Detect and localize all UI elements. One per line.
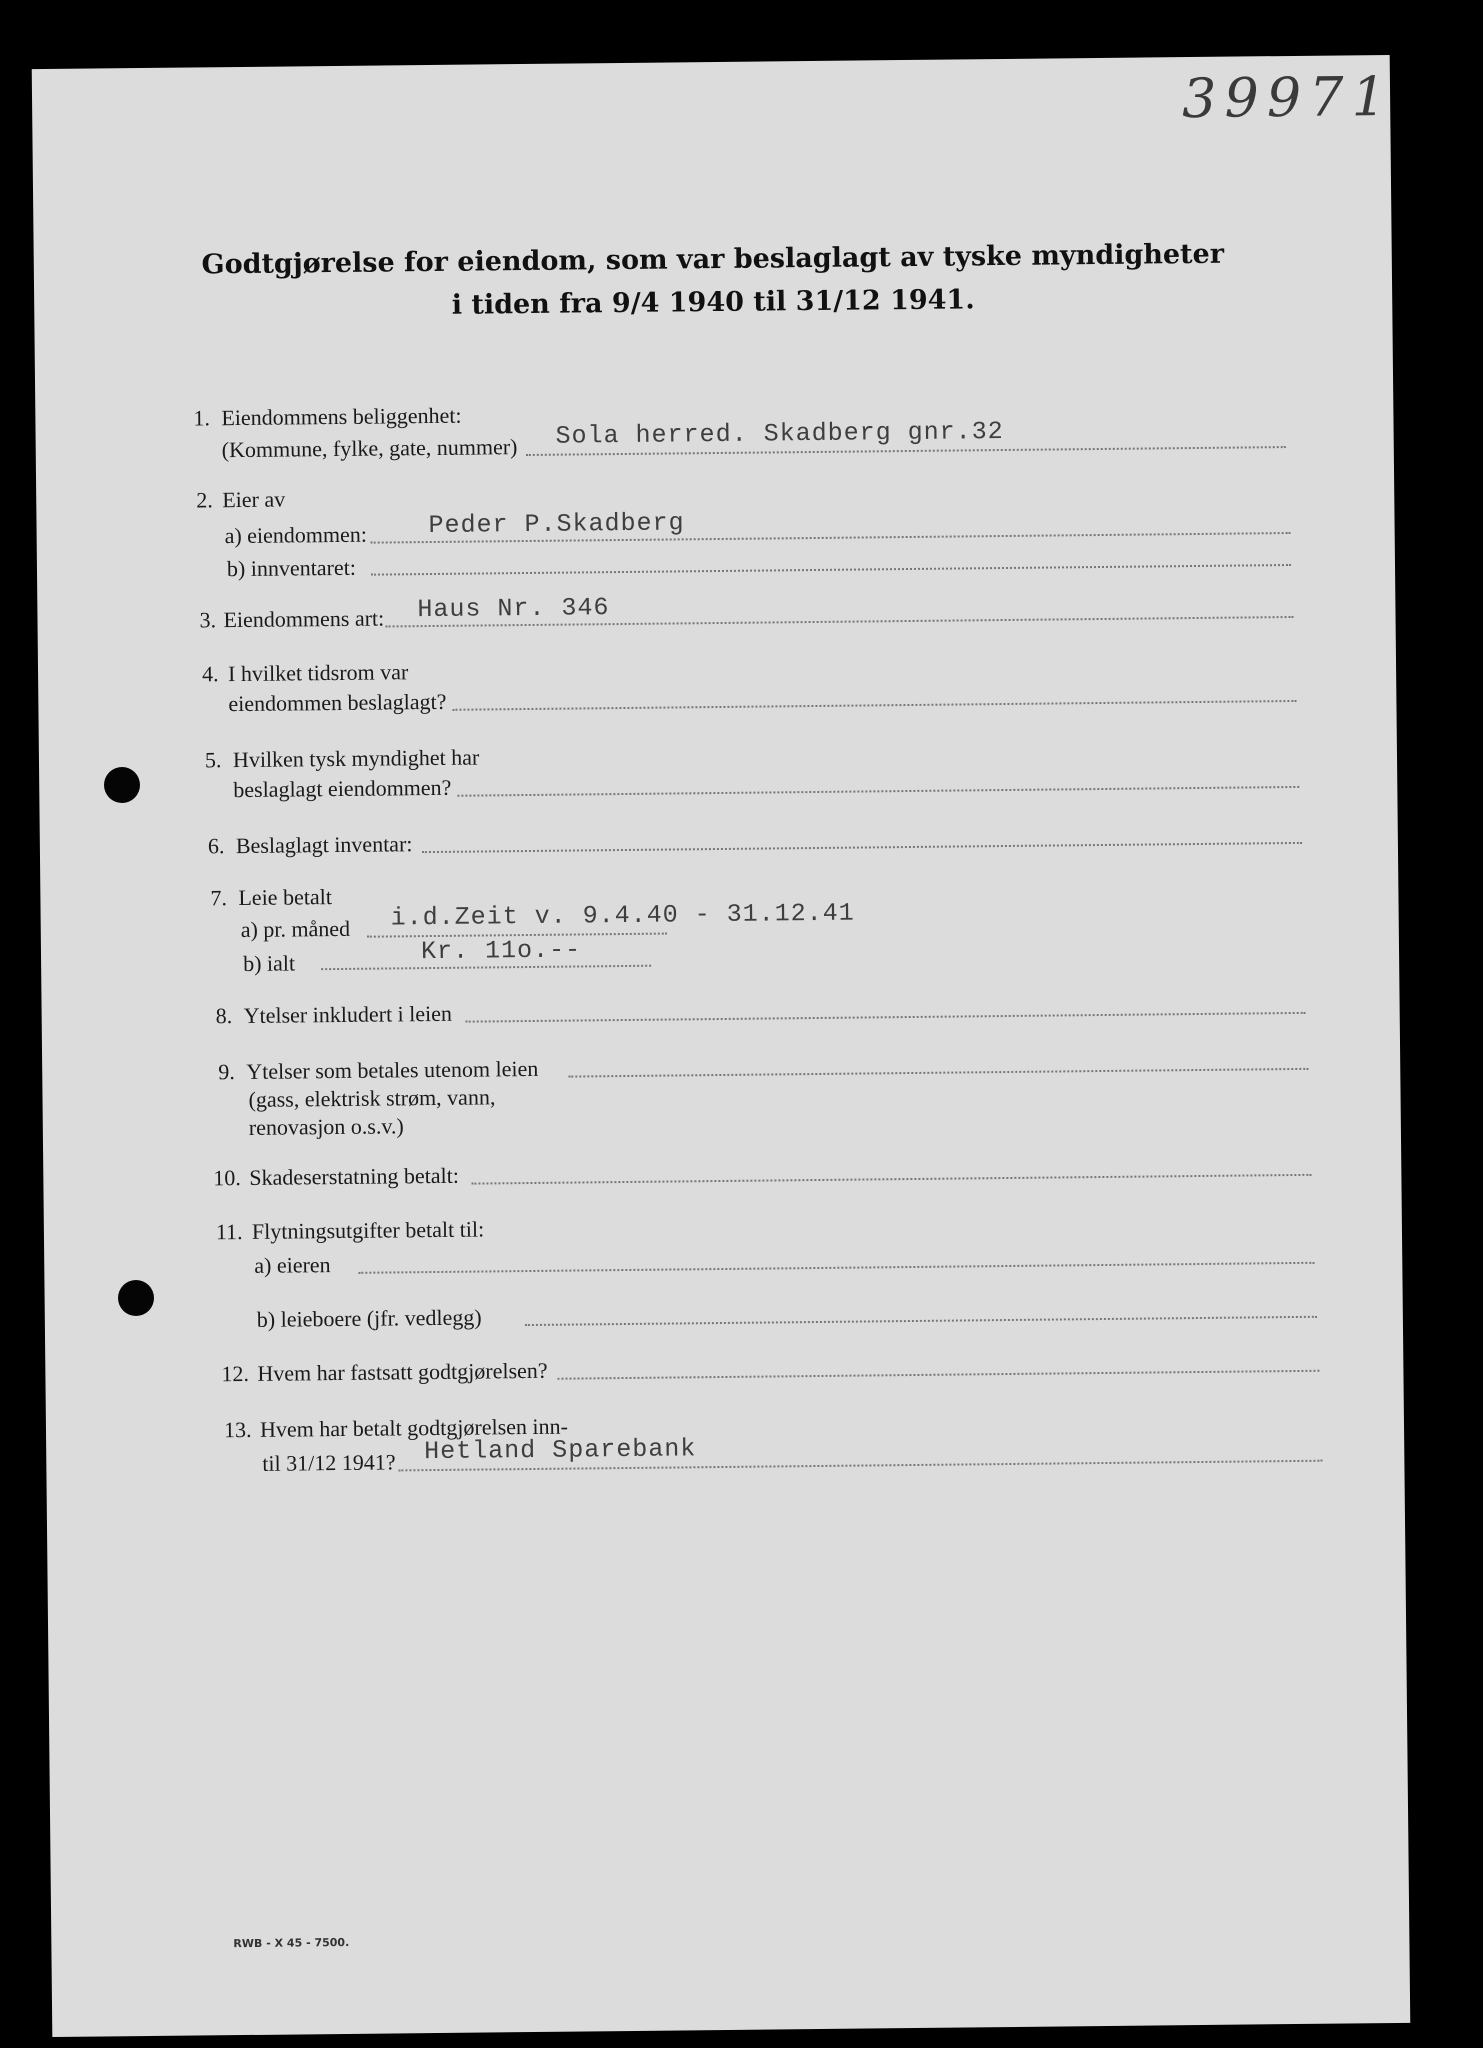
item-11-number: 11. [215, 1219, 243, 1245]
item-2a-value: Peder P.Skadberg [428, 508, 685, 541]
archive-number: 39971 [1181, 64, 1395, 131]
item-7a-value: i.d.Zeit v. 9.4.40 - 31.12.41 [390, 898, 855, 933]
item-7a-label: a) pr. måned [240, 915, 351, 943]
item-13-label: Hvem har betalt godtgjørelsen inn- [259, 1413, 569, 1442]
item-6-number: 6. [207, 833, 225, 859]
item-6-field-line [422, 842, 1302, 853]
item-13-sublabel: til 31/12 1941? [262, 1449, 396, 1476]
item-10-number: 10. [213, 1165, 241, 1191]
item-7b-field-line [321, 965, 651, 970]
item-10-label: Skadeserstatning betalt: [249, 1162, 460, 1190]
punch-hole-upper [104, 767, 140, 803]
item-11a-label: a) eieren [254, 1252, 331, 1278]
item-3-value: Haus Nr. 346 [417, 593, 610, 625]
punch-hole-lower [118, 1280, 154, 1316]
form-title-line1: Godtgjørelse for eiendom, som var beslaglagt av tyske myndigheter [201, 238, 1225, 281]
item-4-sublabel: eiendommen beslaglagt? [228, 688, 447, 717]
printer-footer: RWB - X 45 - 7500. [233, 1935, 350, 1951]
item-11b-label: b) leieboere (jfr. vedlegg) [256, 1304, 482, 1332]
item-11a-field-line [358, 1262, 1314, 1274]
item-13-number: 13. [223, 1416, 252, 1443]
item-7-label: Leie betalt [238, 884, 332, 911]
item-2-number: 2. [196, 487, 213, 513]
item-2b-label: b) innventaret: [226, 554, 357, 582]
item-4-label: I hvilket tidsrom var [227, 659, 409, 687]
item-9-number: 9. [218, 1059, 235, 1085]
item-4-number: 4. [201, 661, 219, 687]
item-5-sublabel: beslaglagt eiendommen? [233, 774, 452, 803]
item-1-label: Eiendommens beliggenhet: [221, 402, 462, 431]
item-8-label: Ytelser inkludert i leien [243, 1000, 453, 1028]
item-9-sublabel-2: renovasjon o.s.v.) [248, 1113, 404, 1140]
form-page [32, 55, 1411, 2037]
item-1-sublabel: (Kommune, fylke, gate, nummer) [221, 434, 518, 463]
item-9-field-line [568, 1068, 1308, 1078]
item-10-field-line [471, 1174, 1311, 1185]
form-title-line2: i tiden fra 9/4 1940 til 31/12 1941. [451, 284, 975, 321]
item-12-field-line [557, 1370, 1319, 1380]
item-3-label: Eiendommens art: [223, 605, 385, 633]
item-13-value: Hetland Sparebank [424, 1434, 697, 1467]
item-8-field-line [466, 1012, 1306, 1023]
item-12-label: Hvem har fastsatt godtgjørelsen? [257, 1357, 548, 1386]
form-title [34, 231, 1393, 331]
item-5-field-line [457, 786, 1299, 797]
item-6-label: Beslaglagt inventar: [235, 831, 413, 859]
item-2a-label: a) eiendommen: [224, 521, 368, 549]
item-11-label: Flytningsutgifter betalt til: [251, 1216, 485, 1244]
item-1-number: 1. [193, 405, 211, 431]
item-2b-field-line [371, 564, 1291, 576]
item-1-value: Sola herred. Skadberg gnr.32 [555, 417, 1004, 451]
item-9-sublabel-1: (gass, elektrisk strøm, vann, [248, 1084, 496, 1112]
item-7b-label: b) ialt [242, 950, 296, 976]
item-5-number: 5. [204, 747, 222, 773]
item-4-field-line [452, 700, 1296, 711]
item-5-label: Hvilken tysk myndighet har [232, 744, 480, 773]
item-3-number: 3. [199, 607, 217, 633]
item-11b-field-line [525, 1316, 1317, 1326]
item-12-number: 12. [221, 1360, 250, 1387]
item-9-label: Ytelser som betales utenom leien [246, 1055, 539, 1084]
item-7-number: 7. [210, 885, 228, 911]
item-7b-value: Kr. 11o.-- [420, 935, 582, 967]
item-8-number: 8. [215, 1003, 233, 1029]
item-2-label: Eier av [222, 486, 286, 513]
